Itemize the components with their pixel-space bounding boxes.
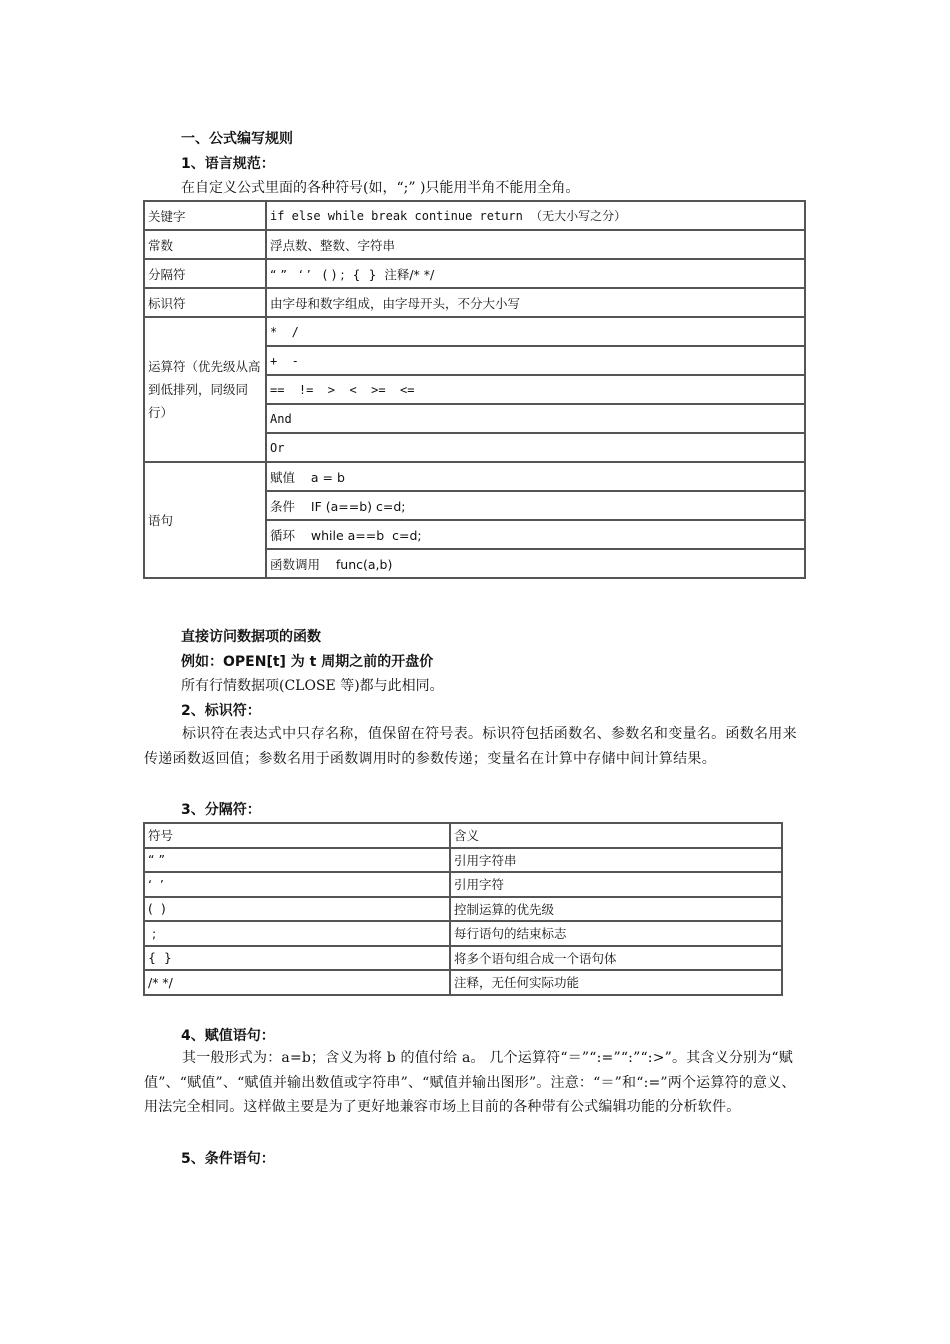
table-cell: 控制运算的优先级 [450,897,782,922]
table-cell: 条件 IF (a==b) c=d; [266,491,805,520]
table-row [144,288,805,317]
table-cell: { } [144,946,450,971]
table-cell: * / [266,317,805,346]
table-cell: “ ” [144,848,450,873]
table-cell: ( ) [144,897,450,922]
table-cell: 函数调用 func(a,b) [266,549,805,578]
table-row [144,970,782,995]
section4-body: 其一般形式为：a=b；含义为将 b 的值付给 a。 几个运算符“＝”“:=”“:”“:>”。其含义分别为“赋值”、“赋值”、“赋值并输出数值或字符串”、“赋值并输出图形”。注意：“＝”和“:=”两个运算符的意义、用法完全相同。这样做主要是为了更好地兼容市场上目前的各种带有公式编辑功能的分析软件。 [144,1050,796,1115]
section5-heading: 5、条件语句： [181,1151,275,1167]
section2-body: 标识符在表达式中只存名称，值保留在符号表。标识符包括函数名、参数名和变量名。函数名用来传递函数返回值；参数名用于函数调用时的参数传递；变量名在计算中存储中间计算结果。 [144,726,797,767]
section1-heading: 一、公式编写规则 [181,131,293,147]
table-cell: /* */ [144,970,450,995]
table-cell: == != > < >= <= [266,375,805,404]
table-row [144,823,782,848]
table-cell: 引用字符 [450,872,782,897]
table-cell: 循环 while a==b c=d; [266,520,805,549]
table-header-cell: 含义 [450,823,782,848]
table-cell: 每行语句的结束标志 [450,921,782,946]
table-row [144,848,782,873]
table-cell: 注释，无任何实际功能 [450,970,782,995]
section4-heading: 4、赋值语句： [181,1028,275,1044]
table-cell: 引用字符串 [450,848,782,873]
table-row [144,462,805,491]
table-row [144,317,805,346]
table-cell: Or [266,433,805,462]
section3-heading: 3、分隔符： [181,802,261,818]
table-row [144,201,805,230]
table-cell: if else while break continue return （无大小写之分） [266,201,805,230]
table-row [144,946,782,971]
table-cell: 分隔符 [144,259,266,288]
table-cell: ; [144,921,450,946]
table-cell: 将多个语句组合成一个语句体 [450,946,782,971]
table-cell: 由字母和数字组成，由字母开头，不分大小写 [266,288,805,317]
statements-label: 语句 [144,462,266,578]
table-row [144,872,782,897]
table-cell: 关键字 [144,201,266,230]
table-row [144,259,805,288]
table-row [144,921,782,946]
table-row [144,897,782,922]
section1-sub1: 1、语言规范： [181,156,275,172]
section2-heading: 2、标识符： [181,703,261,719]
table-cell: 常数 [144,230,266,259]
table-header-cell: 符号 [144,823,450,848]
table-row [144,230,805,259]
section1-intro: 在自定义公式里面的各种符号(如，“;” )只能用半角不能用全角。 [181,180,580,196]
table-cell: 赋值 a = b [266,462,805,491]
direct-note: 所有行情数据项(CLOSE 等)都与此相同。 [181,678,444,694]
table-cell: “ ” ‘ ’ ( ) ; { } 注释/* */ [266,259,805,288]
table-cell: + - [266,346,805,375]
separator-table [143,822,783,996]
direct-example: 例如：OPEN[t] 为 t 周期之前的开盘价 [181,654,434,670]
table-cell: ‘ ’ [144,872,450,897]
operators-label: 运算符（优先级从高到低排列，同级同行） [144,317,266,462]
table-cell: 标识符 [144,288,266,317]
direct-heading: 直接访问数据项的函数 [181,629,321,645]
language-table [143,200,806,579]
table-cell: 浮点数、整数、字符串 [266,230,805,259]
table-cell: And [266,404,805,433]
